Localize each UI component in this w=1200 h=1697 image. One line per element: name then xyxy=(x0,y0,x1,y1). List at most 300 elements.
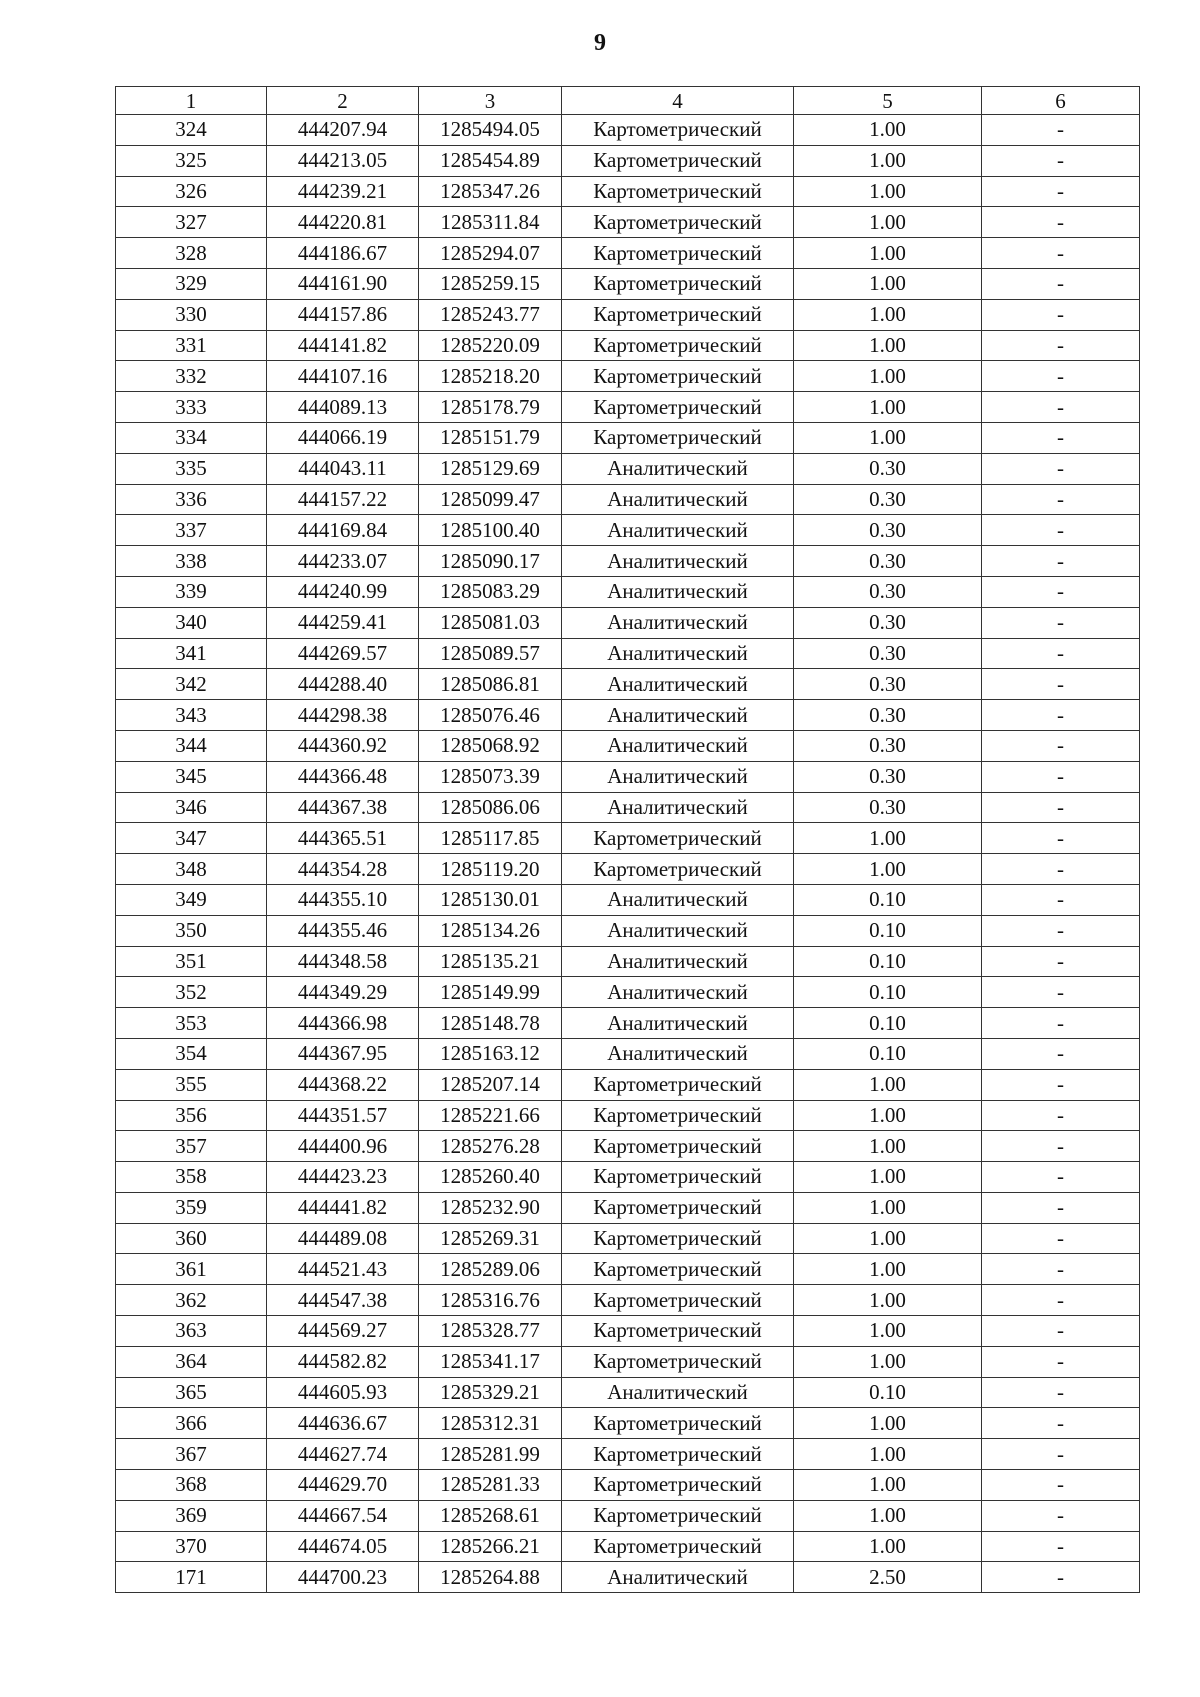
x-coordinate-cell: 444355.46 xyxy=(267,915,419,946)
accuracy-cell: 0.30 xyxy=(794,515,982,546)
accuracy-cell: 1.00 xyxy=(794,1316,982,1347)
note-cell: - xyxy=(982,1316,1140,1347)
accuracy-cell: 0.30 xyxy=(794,730,982,761)
y-coordinate-cell: 1285135.21 xyxy=(419,946,562,977)
y-coordinate-cell: 1285148.78 xyxy=(419,1008,562,1039)
x-coordinate-cell: 444233.07 xyxy=(267,546,419,577)
accuracy-cell: 1.00 xyxy=(794,1162,982,1193)
accuracy-cell: 1.00 xyxy=(794,1531,982,1562)
y-coordinate-cell: 1285151.79 xyxy=(419,422,562,453)
note-cell: - xyxy=(982,115,1140,146)
x-coordinate-cell: 444259.41 xyxy=(267,607,419,638)
x-coordinate-cell: 444366.48 xyxy=(267,761,419,792)
point-number-cell: 334 xyxy=(116,422,267,453)
table-row xyxy=(116,823,1140,854)
x-coordinate-cell: 444169.84 xyxy=(267,515,419,546)
accuracy-cell: 1.00 xyxy=(794,238,982,269)
header-cell-5: 5 xyxy=(794,87,982,115)
accuracy-cell: 0.30 xyxy=(794,546,982,577)
method-cell: Аналитический xyxy=(562,576,794,607)
note-cell: - xyxy=(982,1100,1140,1131)
table-row xyxy=(116,946,1140,977)
method-cell: Картометрический xyxy=(562,1439,794,1470)
note-cell: - xyxy=(982,1377,1140,1408)
y-coordinate-cell: 1285281.99 xyxy=(419,1439,562,1470)
table-row xyxy=(116,915,1140,946)
method-cell: Аналитический xyxy=(562,792,794,823)
table-row xyxy=(116,515,1140,546)
accuracy-cell: 0.10 xyxy=(794,977,982,1008)
table-row xyxy=(116,1377,1140,1408)
accuracy-cell: 1.00 xyxy=(794,207,982,238)
y-coordinate-cell: 1285068.92 xyxy=(419,730,562,761)
accuracy-cell: 0.10 xyxy=(794,1038,982,1069)
point-number-cell: 324 xyxy=(116,115,267,146)
y-coordinate-cell: 1285266.21 xyxy=(419,1531,562,1562)
accuracy-cell: 1.00 xyxy=(794,1346,982,1377)
table-row xyxy=(116,1285,1140,1316)
note-cell: - xyxy=(982,1008,1140,1039)
y-coordinate-cell: 1285264.88 xyxy=(419,1562,562,1593)
x-coordinate-cell: 444441.82 xyxy=(267,1192,419,1223)
point-number-cell: 361 xyxy=(116,1254,267,1285)
y-coordinate-cell: 1285347.26 xyxy=(419,176,562,207)
header-cell-4: 4 xyxy=(562,87,794,115)
note-cell: - xyxy=(982,915,1140,946)
y-coordinate-cell: 1285149.99 xyxy=(419,977,562,1008)
note-cell: - xyxy=(982,669,1140,700)
y-coordinate-cell: 1285220.09 xyxy=(419,330,562,361)
x-coordinate-cell: 444186.67 xyxy=(267,238,419,269)
note-cell: - xyxy=(982,977,1140,1008)
note-cell: - xyxy=(982,730,1140,761)
point-number-cell: 353 xyxy=(116,1008,267,1039)
table-row xyxy=(116,422,1140,453)
method-cell: Картометрический xyxy=(562,1223,794,1254)
y-coordinate-cell: 1285178.79 xyxy=(419,392,562,423)
table-row xyxy=(116,1439,1140,1470)
point-number-cell: 350 xyxy=(116,915,267,946)
method-cell: Картометрический xyxy=(562,392,794,423)
point-number-cell: 171 xyxy=(116,1562,267,1593)
x-coordinate-cell: 444605.93 xyxy=(267,1377,419,1408)
method-cell: Картометрический xyxy=(562,854,794,885)
y-coordinate-cell: 1285218.20 xyxy=(419,361,562,392)
point-number-cell: 331 xyxy=(116,330,267,361)
table-row xyxy=(116,576,1140,607)
y-coordinate-cell: 1285086.06 xyxy=(419,792,562,823)
table-row xyxy=(116,268,1140,299)
method-cell: Картометрический xyxy=(562,1162,794,1193)
accuracy-cell: 1.00 xyxy=(794,145,982,176)
x-coordinate-cell: 444348.58 xyxy=(267,946,419,977)
table-row xyxy=(116,1100,1140,1131)
table-row xyxy=(116,115,1140,146)
method-cell: Картометрический xyxy=(562,1408,794,1439)
note-cell: - xyxy=(982,361,1140,392)
method-cell: Картометрический xyxy=(562,1192,794,1223)
accuracy-cell: 0.30 xyxy=(794,576,982,607)
point-number-cell: 354 xyxy=(116,1038,267,1069)
accuracy-cell: 1.00 xyxy=(794,1100,982,1131)
header-cell-3: 3 xyxy=(419,87,562,115)
x-coordinate-cell: 444582.82 xyxy=(267,1346,419,1377)
note-cell: - xyxy=(982,1562,1140,1593)
x-coordinate-cell: 444354.28 xyxy=(267,854,419,885)
table-row xyxy=(116,977,1140,1008)
point-number-cell: 343 xyxy=(116,700,267,731)
point-number-cell: 349 xyxy=(116,884,267,915)
point-number-cell: 338 xyxy=(116,546,267,577)
table-row xyxy=(116,1223,1140,1254)
y-coordinate-cell: 1285268.61 xyxy=(419,1500,562,1531)
accuracy-cell: 1.00 xyxy=(794,854,982,885)
x-coordinate-cell: 444220.81 xyxy=(267,207,419,238)
note-cell: - xyxy=(982,1192,1140,1223)
x-coordinate-cell: 444367.38 xyxy=(267,792,419,823)
note-cell: - xyxy=(982,422,1140,453)
accuracy-cell: 1.00 xyxy=(794,330,982,361)
y-coordinate-cell: 1285100.40 xyxy=(419,515,562,546)
note-cell: - xyxy=(982,823,1140,854)
x-coordinate-cell: 444141.82 xyxy=(267,330,419,361)
accuracy-cell: 1.00 xyxy=(794,361,982,392)
note-cell: - xyxy=(982,946,1140,977)
point-number-cell: 346 xyxy=(116,792,267,823)
note-cell: - xyxy=(982,238,1140,269)
note-cell: - xyxy=(982,1408,1140,1439)
accuracy-cell: 1.00 xyxy=(794,115,982,146)
note-cell: - xyxy=(982,515,1140,546)
accuracy-cell: 1.00 xyxy=(794,1254,982,1285)
method-cell: Картометрический xyxy=(562,299,794,330)
method-cell: Картометрический xyxy=(562,1069,794,1100)
note-cell: - xyxy=(982,884,1140,915)
point-number-cell: 333 xyxy=(116,392,267,423)
y-coordinate-cell: 1285269.31 xyxy=(419,1223,562,1254)
x-coordinate-cell: 444043.11 xyxy=(267,453,419,484)
x-coordinate-cell: 444213.05 xyxy=(267,145,419,176)
accuracy-cell: 1.00 xyxy=(794,1408,982,1439)
method-cell: Картометрический xyxy=(562,1285,794,1316)
x-coordinate-cell: 444629.70 xyxy=(267,1470,419,1501)
x-coordinate-cell: 444360.92 xyxy=(267,730,419,761)
method-cell: Картометрический xyxy=(562,422,794,453)
accuracy-cell: 1.00 xyxy=(794,422,982,453)
table-body xyxy=(116,115,1140,1593)
x-coordinate-cell: 444355.10 xyxy=(267,884,419,915)
table-row xyxy=(116,854,1140,885)
method-cell: Картометрический xyxy=(562,1346,794,1377)
point-number-cell: 360 xyxy=(116,1223,267,1254)
y-coordinate-cell: 1285119.20 xyxy=(419,854,562,885)
method-cell: Аналитический xyxy=(562,1008,794,1039)
note-cell: - xyxy=(982,484,1140,515)
method-cell: Аналитический xyxy=(562,884,794,915)
table-row xyxy=(116,238,1140,269)
point-number-cell: 359 xyxy=(116,1192,267,1223)
table-row xyxy=(116,730,1140,761)
method-cell: Аналитический xyxy=(562,607,794,638)
point-number-cell: 341 xyxy=(116,638,267,669)
accuracy-cell: 1.00 xyxy=(794,176,982,207)
y-coordinate-cell: 1285083.29 xyxy=(419,576,562,607)
method-cell: Аналитический xyxy=(562,638,794,669)
point-number-cell: 357 xyxy=(116,1131,267,1162)
point-number-cell: 337 xyxy=(116,515,267,546)
method-cell: Аналитический xyxy=(562,484,794,515)
point-number-cell: 329 xyxy=(116,268,267,299)
y-coordinate-cell: 1285329.21 xyxy=(419,1377,562,1408)
table-row xyxy=(116,145,1140,176)
note-cell: - xyxy=(982,1531,1140,1562)
table-row xyxy=(116,1008,1140,1039)
table-row xyxy=(116,1562,1140,1593)
x-coordinate-cell: 444240.99 xyxy=(267,576,419,607)
table-row xyxy=(116,361,1140,392)
point-number-cell: 351 xyxy=(116,946,267,977)
y-coordinate-cell: 1285311.84 xyxy=(419,207,562,238)
accuracy-cell: 0.10 xyxy=(794,915,982,946)
header-cell-6: 6 xyxy=(982,87,1140,115)
table-row xyxy=(116,884,1140,915)
note-cell: - xyxy=(982,1470,1140,1501)
note-cell: - xyxy=(982,792,1140,823)
table-row xyxy=(116,1192,1140,1223)
x-coordinate-cell: 444107.16 xyxy=(267,361,419,392)
point-number-cell: 325 xyxy=(116,145,267,176)
y-coordinate-cell: 1285076.46 xyxy=(419,700,562,731)
x-coordinate-cell: 444423.23 xyxy=(267,1162,419,1193)
table-row xyxy=(116,453,1140,484)
accuracy-cell: 1.00 xyxy=(794,392,982,423)
note-cell: - xyxy=(982,607,1140,638)
point-number-cell: 344 xyxy=(116,730,267,761)
point-number-cell: 365 xyxy=(116,1377,267,1408)
x-coordinate-cell: 444366.98 xyxy=(267,1008,419,1039)
accuracy-cell: 0.30 xyxy=(794,638,982,669)
point-number-cell: 364 xyxy=(116,1346,267,1377)
x-coordinate-cell: 444700.23 xyxy=(267,1562,419,1593)
x-coordinate-cell: 444636.67 xyxy=(267,1408,419,1439)
coordinates-table xyxy=(115,86,1140,1593)
accuracy-cell: 1.00 xyxy=(794,1192,982,1223)
table-row xyxy=(116,484,1140,515)
method-cell: Аналитический xyxy=(562,453,794,484)
note-cell: - xyxy=(982,1346,1140,1377)
method-cell: Аналитический xyxy=(562,669,794,700)
method-cell: Картометрический xyxy=(562,1100,794,1131)
y-coordinate-cell: 1285316.76 xyxy=(419,1285,562,1316)
x-coordinate-cell: 444298.38 xyxy=(267,700,419,731)
method-cell: Аналитический xyxy=(562,977,794,1008)
x-coordinate-cell: 444161.90 xyxy=(267,268,419,299)
method-cell: Картометрический xyxy=(562,268,794,299)
method-cell: Картометрический xyxy=(562,1131,794,1162)
method-cell: Картометрический xyxy=(562,823,794,854)
point-number-cell: 327 xyxy=(116,207,267,238)
accuracy-cell: 1.00 xyxy=(794,1439,982,1470)
table-row xyxy=(116,176,1140,207)
table-row xyxy=(116,700,1140,731)
method-cell: Картометрический xyxy=(562,1531,794,1562)
y-coordinate-cell: 1285260.40 xyxy=(419,1162,562,1193)
accuracy-cell: 1.00 xyxy=(794,823,982,854)
x-coordinate-cell: 444667.54 xyxy=(267,1500,419,1531)
table-row xyxy=(116,207,1140,238)
x-coordinate-cell: 444547.38 xyxy=(267,1285,419,1316)
accuracy-cell: 0.30 xyxy=(794,484,982,515)
note-cell: - xyxy=(982,1038,1140,1069)
note-cell: - xyxy=(982,546,1140,577)
table-row xyxy=(116,1316,1140,1347)
note-cell: - xyxy=(982,299,1140,330)
x-coordinate-cell: 444207.94 xyxy=(267,115,419,146)
accuracy-cell: 1.00 xyxy=(794,1285,982,1316)
table-row xyxy=(116,392,1140,423)
note-cell: - xyxy=(982,176,1140,207)
y-coordinate-cell: 1285494.05 xyxy=(419,115,562,146)
table-row xyxy=(116,330,1140,361)
note-cell: - xyxy=(982,854,1140,885)
method-cell: Аналитический xyxy=(562,730,794,761)
point-number-cell: 336 xyxy=(116,484,267,515)
accuracy-cell: 0.30 xyxy=(794,700,982,731)
point-number-cell: 363 xyxy=(116,1316,267,1347)
table-row xyxy=(116,1038,1140,1069)
method-cell: Картометрический xyxy=(562,361,794,392)
accuracy-cell: 1.00 xyxy=(794,1500,982,1531)
y-coordinate-cell: 1285134.26 xyxy=(419,915,562,946)
point-number-cell: 370 xyxy=(116,1531,267,1562)
method-cell: Аналитический xyxy=(562,946,794,977)
page-number: 9 xyxy=(594,30,606,56)
note-cell: - xyxy=(982,1162,1140,1193)
note-cell: - xyxy=(982,1223,1140,1254)
method-cell: Картометрический xyxy=(562,145,794,176)
x-coordinate-cell: 444521.43 xyxy=(267,1254,419,1285)
point-number-cell: 369 xyxy=(116,1500,267,1531)
y-coordinate-cell: 1285289.06 xyxy=(419,1254,562,1285)
y-coordinate-cell: 1285454.89 xyxy=(419,145,562,176)
point-number-cell: 345 xyxy=(116,761,267,792)
method-cell: Картометрический xyxy=(562,1500,794,1531)
method-cell: Картометрический xyxy=(562,1316,794,1347)
y-coordinate-cell: 1285221.66 xyxy=(419,1100,562,1131)
note-cell: - xyxy=(982,453,1140,484)
x-coordinate-cell: 444157.86 xyxy=(267,299,419,330)
note-cell: - xyxy=(982,1285,1140,1316)
y-coordinate-cell: 1285099.47 xyxy=(419,484,562,515)
method-cell: Аналитический xyxy=(562,1038,794,1069)
note-cell: - xyxy=(982,145,1140,176)
x-coordinate-cell: 444400.96 xyxy=(267,1131,419,1162)
accuracy-cell: 0.10 xyxy=(794,1377,982,1408)
y-coordinate-cell: 1285312.31 xyxy=(419,1408,562,1439)
point-number-cell: 355 xyxy=(116,1069,267,1100)
table-row xyxy=(116,1162,1140,1193)
table-row xyxy=(116,792,1140,823)
x-coordinate-cell: 444349.29 xyxy=(267,977,419,1008)
method-cell: Картометрический xyxy=(562,1254,794,1285)
y-coordinate-cell: 1285232.90 xyxy=(419,1192,562,1223)
table-row xyxy=(116,1069,1140,1100)
x-coordinate-cell: 444627.74 xyxy=(267,1439,419,1470)
y-coordinate-cell: 1285081.03 xyxy=(419,607,562,638)
accuracy-cell: 0.10 xyxy=(794,946,982,977)
method-cell: Аналитический xyxy=(562,915,794,946)
y-coordinate-cell: 1285207.14 xyxy=(419,1069,562,1100)
method-cell: Картометрический xyxy=(562,207,794,238)
method-cell: Аналитический xyxy=(562,1377,794,1408)
y-coordinate-cell: 1285281.33 xyxy=(419,1470,562,1501)
x-coordinate-cell: 444569.27 xyxy=(267,1316,419,1347)
y-coordinate-cell: 1285090.17 xyxy=(419,546,562,577)
y-coordinate-cell: 1285259.15 xyxy=(419,268,562,299)
y-coordinate-cell: 1285089.57 xyxy=(419,638,562,669)
point-number-cell: 342 xyxy=(116,669,267,700)
y-coordinate-cell: 1285163.12 xyxy=(419,1038,562,1069)
note-cell: - xyxy=(982,700,1140,731)
point-number-cell: 366 xyxy=(116,1408,267,1439)
method-cell: Аналитический xyxy=(562,546,794,577)
y-coordinate-cell: 1285341.17 xyxy=(419,1346,562,1377)
y-coordinate-cell: 1285129.69 xyxy=(419,453,562,484)
accuracy-cell: 1.00 xyxy=(794,1069,982,1100)
x-coordinate-cell: 444368.22 xyxy=(267,1069,419,1100)
table-row xyxy=(116,1346,1140,1377)
x-coordinate-cell: 444239.21 xyxy=(267,176,419,207)
point-number-cell: 367 xyxy=(116,1439,267,1470)
accuracy-cell: 0.30 xyxy=(794,761,982,792)
accuracy-cell: 1.00 xyxy=(794,1131,982,1162)
accuracy-cell: 1.00 xyxy=(794,299,982,330)
table-header xyxy=(116,87,1140,115)
x-coordinate-cell: 444351.57 xyxy=(267,1100,419,1131)
header-cell-1: 1 xyxy=(116,87,267,115)
table-row xyxy=(116,546,1140,577)
accuracy-cell: 0.10 xyxy=(794,1008,982,1039)
accuracy-cell: 1.00 xyxy=(794,1223,982,1254)
method-cell: Картометрический xyxy=(562,176,794,207)
method-cell: Картометрический xyxy=(562,330,794,361)
table-row xyxy=(116,638,1140,669)
point-number-cell: 356 xyxy=(116,1100,267,1131)
point-number-cell: 332 xyxy=(116,361,267,392)
y-coordinate-cell: 1285117.85 xyxy=(419,823,562,854)
note-cell: - xyxy=(982,761,1140,792)
note-cell: - xyxy=(982,638,1140,669)
point-number-cell: 330 xyxy=(116,299,267,330)
point-number-cell: 368 xyxy=(116,1470,267,1501)
y-coordinate-cell: 1285276.28 xyxy=(419,1131,562,1162)
method-cell: Аналитический xyxy=(562,761,794,792)
table-row xyxy=(116,1131,1140,1162)
point-number-cell: 347 xyxy=(116,823,267,854)
accuracy-cell: 2.50 xyxy=(794,1562,982,1593)
header-row xyxy=(116,87,1140,115)
y-coordinate-cell: 1285130.01 xyxy=(419,884,562,915)
accuracy-cell: 1.00 xyxy=(794,268,982,299)
x-coordinate-cell: 444269.57 xyxy=(267,638,419,669)
x-coordinate-cell: 444674.05 xyxy=(267,1531,419,1562)
x-coordinate-cell: 444489.08 xyxy=(267,1223,419,1254)
x-coordinate-cell: 444157.22 xyxy=(267,484,419,515)
point-number-cell: 326 xyxy=(116,176,267,207)
x-coordinate-cell: 444066.19 xyxy=(267,422,419,453)
table-row xyxy=(116,1531,1140,1562)
point-number-cell: 352 xyxy=(116,977,267,1008)
